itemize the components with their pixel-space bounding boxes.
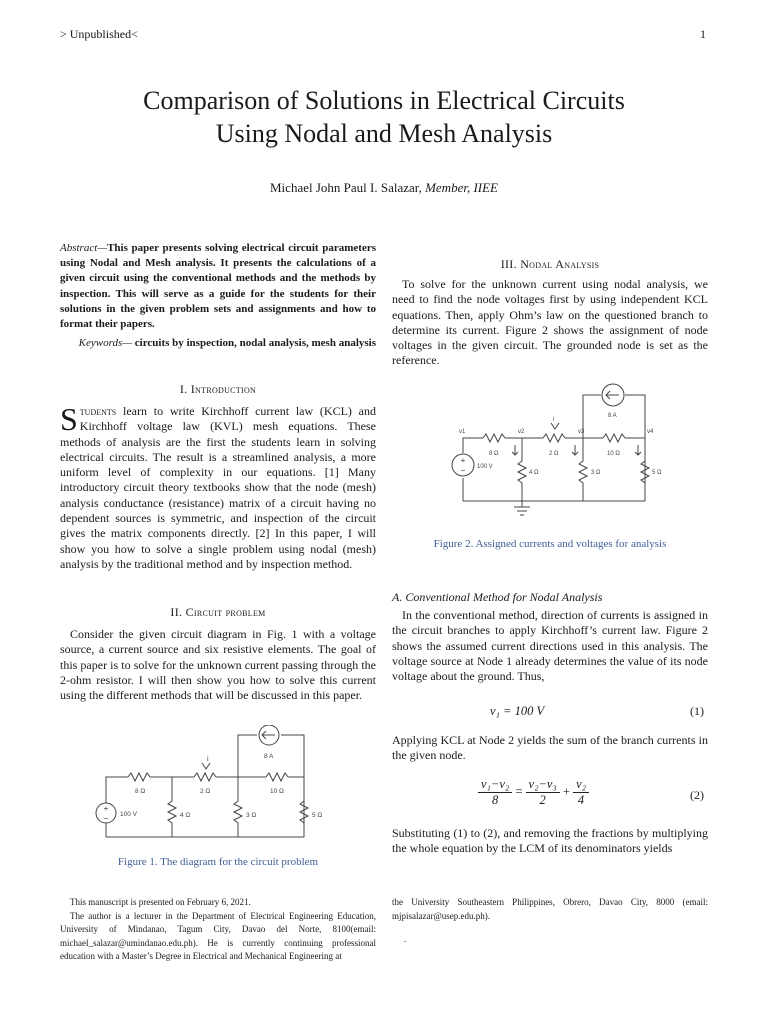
subsection-a-heading: A. Conventional Method for Nodal Analysis bbox=[392, 590, 603, 604]
keywords-label: Keywords— bbox=[78, 337, 133, 349]
eq2-num3: v₂ bbox=[573, 777, 589, 793]
equation-1-number: (1) bbox=[690, 704, 704, 718]
paper-title bbox=[60, 84, 708, 150]
section-1-heading: I. Introduction bbox=[179, 382, 257, 396]
drop-cap: S bbox=[60, 401, 78, 437]
section-2-heading: II. Circuit problem bbox=[170, 605, 266, 619]
footnote-2: The author is a lecturer in the Department of Electrical Engineering Education, University of Mindanao, Tagum City, Davao del Norte, 8100(email: michael_salazar@umindanao.edu.ph). He is currently continuing professional education with a Master’s Degree in Electrical and Mechanical Engineering at bbox=[60, 910, 376, 961]
author-name: Michael John Paul I. Salazar, bbox=[270, 180, 422, 195]
fig1-r3: 3 Ω bbox=[246, 812, 257, 819]
eq2-den2: 2 bbox=[539, 793, 546, 807]
fig2-vsrc: 100 V bbox=[477, 464, 493, 470]
resistor-10ohm bbox=[266, 773, 288, 781]
footnotes-left bbox=[60, 896, 376, 964]
fig2-r3: 3 Ω bbox=[591, 470, 601, 476]
figure-2-circuit bbox=[445, 383, 665, 523]
ground-symbol bbox=[514, 501, 530, 515]
fig1-r10: 10 Ω bbox=[270, 788, 284, 795]
page-number: 1 bbox=[700, 27, 706, 41]
section-1-body bbox=[60, 401, 376, 572]
svg-text:−: − bbox=[460, 466, 466, 475]
fig2-v4: v4 bbox=[647, 429, 654, 435]
section-2-body: Consider the given circuit diagram in Fig. 1 with a voltage source, a current source and six resistive elements. The goal of this paper is to solve for the unknown current passing through the 2-ohm resistor. I will then show you how to solve this current using the different methods that will be discussed in this paper. bbox=[60, 627, 376, 703]
eq2-den1: 8 bbox=[491, 793, 499, 807]
fig2-r2: 2 Ω bbox=[549, 451, 559, 457]
fig2-i: i bbox=[553, 417, 555, 423]
fig2-r4: 4 Ω bbox=[529, 470, 539, 476]
substitution-text: Substituting (1) to (2), and removing the fractions by multiplying the whole equation by the LCM of its denominators yields bbox=[392, 826, 708, 856]
fig1-vsrc: 100 V bbox=[120, 811, 137, 818]
fig1-r5: 5 Ω bbox=[312, 812, 323, 819]
kcl-text: Applying KCL at Node 2 yields the sum of the branch currents in the given node. bbox=[392, 733, 708, 763]
fig1-current-label: i bbox=[207, 756, 209, 763]
running-header: > Unpublished< bbox=[60, 27, 138, 41]
subsection-a-body: In the conventional method, direction of currents is assigned in the circuit branches to apply Kirchhoff’s current law. Figure 2 shows the assumed current directions used in this analysis. The voltage source at Node 1 already determines the value of its node voltage about the ground. Thus, bbox=[392, 608, 708, 684]
svg-text:−: − bbox=[103, 814, 109, 823]
fig1-r8: 8 Ω bbox=[135, 788, 146, 795]
abstract bbox=[60, 241, 376, 332]
resistor-8ohm bbox=[128, 773, 150, 781]
figure-1-circuit bbox=[90, 725, 350, 843]
figure-2-caption: Figure 2. Assigned currents and voltages for analysis bbox=[433, 538, 667, 550]
fig2-v2: v2 bbox=[518, 429, 525, 435]
keywords bbox=[60, 336, 376, 351]
equation-2: $\frac{\text{v₁−v₂}}{8}$ = $\frac{\text{v₂−v₃}}{2}$ + $\frac{\text{v₂}}{4}$ bbox=[478, 777, 589, 808]
section-3-body: To solve for the unknown current using nodal analysis, we need to find the node voltages first by using independent KCL equations. Then, apply Ohm’s law on the questioned branch to determine its current. Figure 2 shows the assignment of node voltages in the given circuit. The grounded node is set as the reference. bbox=[392, 277, 708, 368]
title-line-2: Using Nodal and Mesh Analysis bbox=[215, 119, 553, 148]
equation-2-number: (2) bbox=[690, 788, 704, 802]
section-1-text: learn to write Kirchhoff current law (KCL) and Kirchhoff voltage law (KVL) mesh equations. These methods of analysis are the first the students learn in solving electrical circuits. The result is a streamlined analysis, a more uniform level of complexity in our equations. [1] Many introductory circuit theory textbooks show that the node (mesh) analysis conductance (resistance) matrix of a circuit having no dependent sources is symmetric, and inspection of the circuit gives the matrix components directly. [2] In this paper, I will show you how to solve a single problem using nodal (mesh) analysis by the traditional method and by inspection method. bbox=[60, 404, 376, 571]
fig2-r10: 10 Ω bbox=[607, 451, 620, 457]
footnote-4: . bbox=[404, 934, 407, 944]
eq2-num1: v₁−v₂ bbox=[478, 777, 512, 793]
keywords-text: circuits by inspection, nodal analysis, mesh analysis bbox=[132, 337, 376, 349]
section-3-heading: III. Nodal Analysis bbox=[500, 257, 600, 271]
footnotes-right bbox=[392, 896, 708, 947]
eq2-den3: 4 bbox=[577, 793, 585, 807]
equation-1: v₁ = 100 V bbox=[490, 704, 545, 718]
fig1-r2: 2 Ω bbox=[200, 788, 211, 795]
footnote-3: the University Southeastern Philippines, Obrero, Davao City, 8000 (email: mjpisalazar@usep.edu.ph). bbox=[392, 897, 708, 921]
svg-text:+: + bbox=[460, 456, 466, 465]
abstract-label: Abstract— bbox=[60, 242, 108, 254]
figure-1-caption: Figure 1. The diagram for the circuit problem bbox=[117, 856, 319, 868]
svg-text:+: + bbox=[103, 804, 109, 813]
eq2-num2: v₂−v₃ bbox=[526, 777, 560, 793]
resistor-2ohm bbox=[194, 773, 216, 781]
author-affiliation: Member, IIEE bbox=[425, 180, 498, 195]
fig2-r5: 5 Ω bbox=[652, 470, 662, 476]
fig2-v3: v3 bbox=[578, 429, 585, 435]
title-line-1: Comparison of Solutions in Electrical Circuits bbox=[143, 86, 625, 115]
fig1-isrc: 8 A bbox=[264, 753, 274, 760]
footnote-1: This manuscript is presented on February 6, 2021. bbox=[70, 897, 251, 907]
fig2-r8: 8 Ω bbox=[489, 451, 499, 457]
author-line bbox=[60, 180, 708, 196]
fig2-v1: v1 bbox=[459, 429, 466, 435]
lead-word: tudents bbox=[79, 404, 117, 418]
abstract-text: This paper presents solving electrical circuit parameters using Nodal and Mesh analysis. It presents the calculations of a given circuit using the conventional methods and the methods by inspection. This will serve as a guide for the students for their solutions in the given problem sets and assignments and how to format their papers. bbox=[60, 242, 376, 331]
fig2-isrc: 8 A bbox=[608, 413, 617, 419]
fig1-r4: 4 Ω bbox=[180, 812, 191, 819]
